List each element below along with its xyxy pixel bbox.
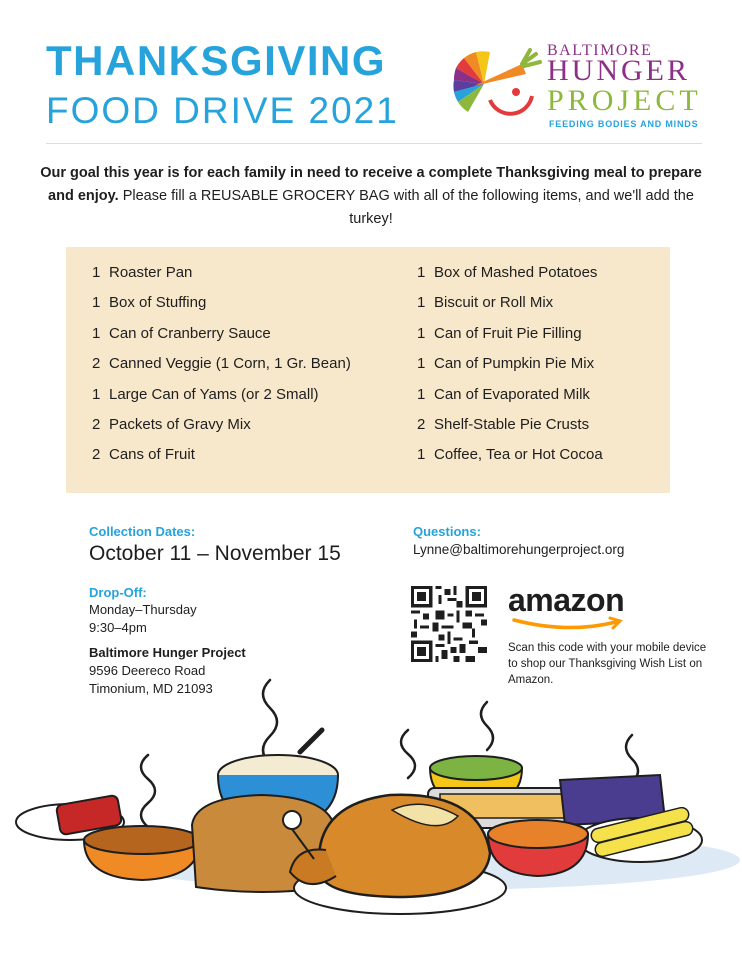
item-quantity: 1 [92,324,101,342]
page-title: THANKSGIVING [46,37,387,84]
item-quantity: 1 [92,264,101,281]
intro-paragraph [40,162,702,231]
items-left-column [92,264,351,477]
item-name: Canned Veggie (1 Corn, 1 Gr. Bean) [109,355,351,373]
logo-text-project: PROJECT [547,84,702,117]
dropoff-time: 9:30–4pm [89,620,147,635]
collection-label: Collection Dates: [89,524,196,539]
food-illustration [0,660,742,960]
list-item [92,416,351,446]
amazon-scan-text: Scan this code with your mobile device to shop our Thanksgiving Wish List on Amazon. [508,642,707,686]
dropoff-org: Baltimore Hunger Project [89,645,246,660]
item-quantity: 1 [417,294,426,312]
item-name: Box of Mashed Potatoes [434,264,598,281]
qr-code-icon[interactable] [411,586,487,662]
dropoff-label: Drop-Off: [89,585,147,600]
list-item [417,416,603,446]
item-quantity: 1 [417,264,426,281]
list-item [92,355,351,385]
list-item [417,264,603,294]
list-item [417,386,603,416]
item-quantity: 1 [417,446,426,464]
item-quantity: 1 [92,294,101,312]
items-right-column [417,264,603,477]
item-quantity: 2 [417,415,426,433]
item-quantity: 1 [417,355,426,373]
item-name: Coffee, Tea or Hot Cocoa [434,446,603,464]
dropoff-address-line2: Timonium, MD 21093 [89,681,213,696]
intro-regular: Please fill a REUSABLE GROCERY BAG with all of the following items, and we'll add the turkey! [118,188,694,227]
item-name: Box of Stuffing [109,294,207,312]
logo-text-hunger: HUNGER [547,54,690,87]
list-item [92,325,351,355]
item-name: Cans of Fruit [109,446,195,464]
item-quantity: 2 [92,446,101,464]
item-quantity: 1 [417,324,426,342]
item-quantity: 2 [92,415,101,433]
page-subtitle: FOOD DRIVE 2021 [46,90,399,131]
divider [46,143,702,144]
amazon-smile-icon [510,616,630,632]
item-quantity: 2 [92,355,101,373]
dropoff-address-line1: 9596 Deereco Road [89,663,206,678]
questions-label: Questions: [413,524,481,539]
item-name: Roaster Pan [109,264,193,281]
item-name: Can of Evaporated Milk [434,385,590,403]
item-name: Can of Fruit Pie Filling [434,324,582,342]
collection-dates: October 11 – November 15 [89,542,341,565]
item-name: Large Can of Yams (or 2 Small) [109,385,319,403]
item-quantity: 1 [92,385,101,403]
list-item [417,355,603,385]
logo-text-baltimore: BALTIMORE [547,42,653,59]
list-item [92,386,351,416]
logo-tagline: FEEDING BODIES AND MINDS [549,119,699,129]
items-list-box [66,247,670,493]
amazon-logo: amazon [508,582,625,618]
item-name: Can of Cranberry Sauce [109,324,271,342]
list-item [92,446,351,476]
intro-bold: Our goal this year is for each family in need to receive a complete Thanksgiving meal to prepare and enjoy. [40,165,702,204]
list-item [92,294,351,324]
item-quantity: 1 [417,385,426,403]
list-item [92,264,351,294]
list-item [417,446,603,476]
item-name: Packets of Gravy Mix [109,415,251,433]
dropoff-days: Monday–Thursday [89,602,197,617]
item-name: Biscuit or Roll Mix [434,294,554,312]
list-item [417,294,603,324]
questions-email[interactable]: Lynne@baltimorehungerproject.org [413,542,625,557]
item-name: Shelf-Stable Pie Crusts [434,415,590,433]
item-name: Can of Pumpkin Pie Mix [434,355,595,373]
list-item [417,325,603,355]
